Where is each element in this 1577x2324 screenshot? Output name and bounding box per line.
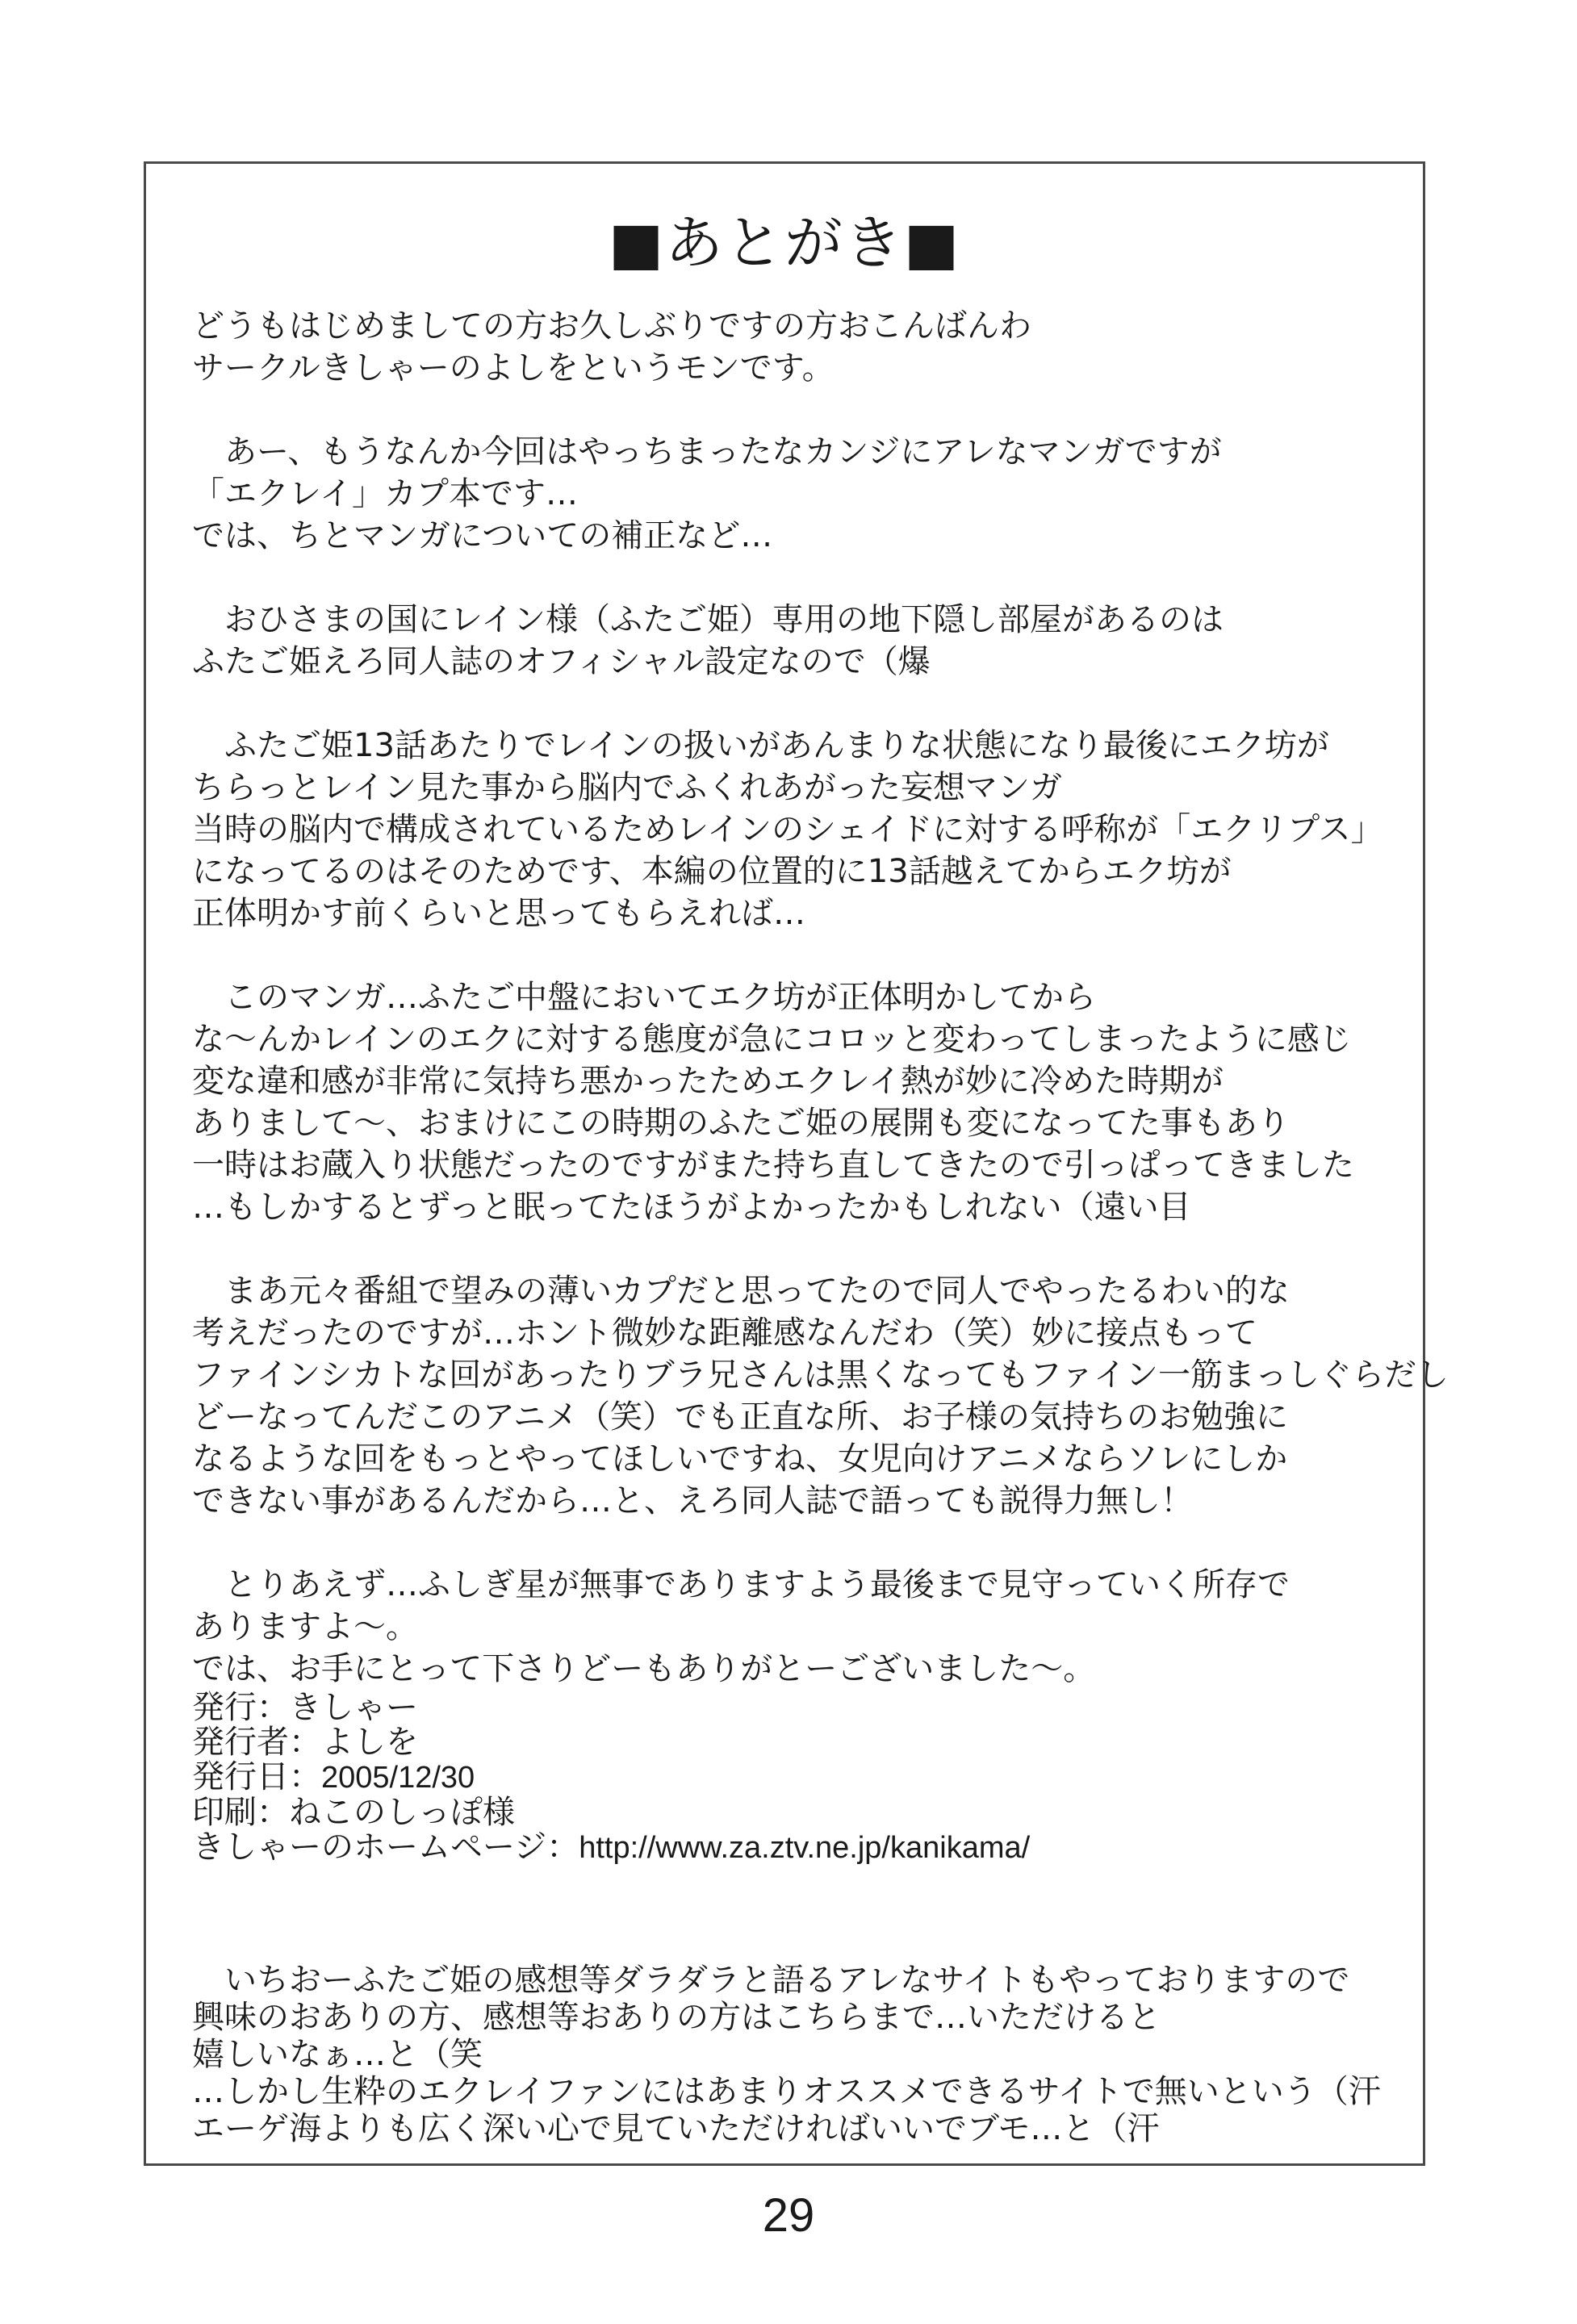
text-line: ファインシカトな回があったりブラ兄さんは黒くなってもファイン一筋まっしぐらだし: [192, 1356, 1449, 1394]
text-line: 考えだったのですが…ホント微妙な距離感なんだわ（笑）妙に接点もって: [192, 1315, 1257, 1352]
colophon-publisher-label: 発行：: [192, 1689, 289, 1726]
paragraph-opinion: [192, 1270, 1449, 1522]
homepage-url: http://www.za.ztv.ne.jp/kanikama/: [579, 1831, 1031, 1865]
paragraph-episode: [192, 725, 1403, 934]
colophon: [192, 1691, 1403, 1866]
text-line: では、ちとマンガについての補正など…: [192, 517, 773, 554]
text-line: とりあえず…ふしぎ星が無事でありますよう最後まで見守っていく所存で: [192, 1566, 1290, 1603]
text-line: では、お手にとって下さりどーもありがとーございました～。: [192, 1650, 1096, 1687]
colophon-homepage: [192, 1830, 1403, 1866]
text-line: ちらっとレイン見た事から脳内でふくれあがった妄想マンガ: [192, 769, 1062, 806]
afterword-body: [192, 305, 1449, 1732]
colophon-printer: [192, 1795, 1403, 1830]
text-line: どーなってんだこのアニメ（笑）でも正直な所、お子様の気持ちのお勉強に: [192, 1398, 1288, 1436]
colophon-printer-value: ねこのしっぽ様: [289, 1794, 515, 1831]
text-line: どうもはじめましての方お久しぶりですの方おこんばんわ: [192, 307, 1031, 345]
colophon-issuer-value: よしを: [321, 1724, 418, 1761]
afterword-frame: [144, 161, 1449, 2166]
page-title: ■あとがき■: [608, 209, 961, 277]
paragraph-setting: [192, 599, 1403, 683]
text-line: 一時はお蔵入り状態だったのですがまた持ち直してきたので引っぱってきました: [192, 1147, 1354, 1184]
text-line: いちおーふたご姫の感想等ダラダラと語るアレなサイトもやっておりますので: [192, 1962, 1350, 1999]
colophon-printer-label: 印刷：: [192, 1794, 289, 1831]
text-line: …しかし生粋のエクレイファンにはあまりオススメできるサイトで無いという（汗: [192, 2073, 1381, 2110]
colophon-homepage-label: きしゃーのホームページ：: [192, 1829, 579, 1866]
text-line: 当時の脳内で構成されているためレインのシェイドに対する呼称が「エクリプス」: [192, 811, 1383, 848]
text-line: まあ元々番組で望みの薄いカプだと思ってたので同人でやったるわい的な: [192, 1273, 1290, 1310]
colophon-date-value: 2005/12/30: [321, 1761, 475, 1795]
paragraph-intro: [192, 431, 1403, 557]
text-line: ふたご姫えろ同人誌のオフィシャル設定なので（爆: [192, 643, 931, 680]
text-line: になってるのはそのためです、本編の位置的に13話越えてからエク坊が: [192, 853, 1232, 890]
text-line: …もしかするとずっと眠ってたほうがよかったかもしれない（遠い目: [192, 1189, 1191, 1226]
text-line: 嬉しいなぁ…と（笑: [192, 2036, 483, 2073]
text-line: サークルきしゃーのよしをというモンです。: [192, 349, 835, 387]
text-line: な～んかレインのエクに対する態度が急にコロッと変わってしまったように感じ: [192, 1021, 1352, 1058]
paragraph-history: [192, 976, 1403, 1228]
text-line: おひさまの国にレイン様（ふたご姫）専用の地下隠し部屋があるのは: [192, 601, 1224, 638]
text-line: エーゲ海よりも広く深い心で見ていただければいいでブモ…と（汗: [192, 2110, 1160, 2147]
colophon-publisher: [192, 1691, 1403, 1725]
colophon-issuer: [192, 1725, 1403, 1760]
colophon-issuer-label: 発行者：: [192, 1724, 321, 1761]
colophon-publisher-value: きしゃー: [289, 1689, 418, 1726]
colophon-date-label: 発行日：: [192, 1758, 321, 1795]
colophon-date: [192, 1760, 1403, 1795]
page-number: 29: [762, 2189, 815, 2242]
text-line: ありますよ～。: [192, 1608, 418, 1645]
text-line: なるような回をもっとやってほしいですね、女児向けアニメならソレにしか: [192, 1440, 1288, 1478]
text-line: 正体明かす前くらいと思ってもらえれば…: [192, 895, 805, 932]
text-line: このマンガ…ふたご中盤においてエク坊が正体明かしてから: [192, 979, 1096, 1016]
text-line: 「エクレイ」カプ本です…: [192, 475, 578, 512]
text-line: ふたご姫13話あたりでレインの扱いがあんまりな状態になり最後にエク坊が: [192, 727, 1329, 764]
text-line: あー、もうなんか今回はやっちまったなカンジにアレなマンガですが: [192, 433, 1222, 470]
site-note: [192, 1962, 1403, 2147]
paragraph-closing: [192, 1564, 1403, 1690]
paragraph-greeting: [192, 305, 1403, 389]
text-line: 変な違和感が非常に気持ち悪かったためエクレイ熱が妙に冷めた時期が: [192, 1063, 1224, 1100]
text-line: ありまして～、おまけにこの時期のふたご姫の展開も変になってた事もあり: [192, 1105, 1290, 1142]
text-line: できない事があるんだから…と、えろ同人誌で語っても説得力無し！: [192, 1482, 1193, 1519]
text-line: 興味のおありの方、感想等おありの方はこちらまで…いただけると: [192, 1999, 1161, 2036]
